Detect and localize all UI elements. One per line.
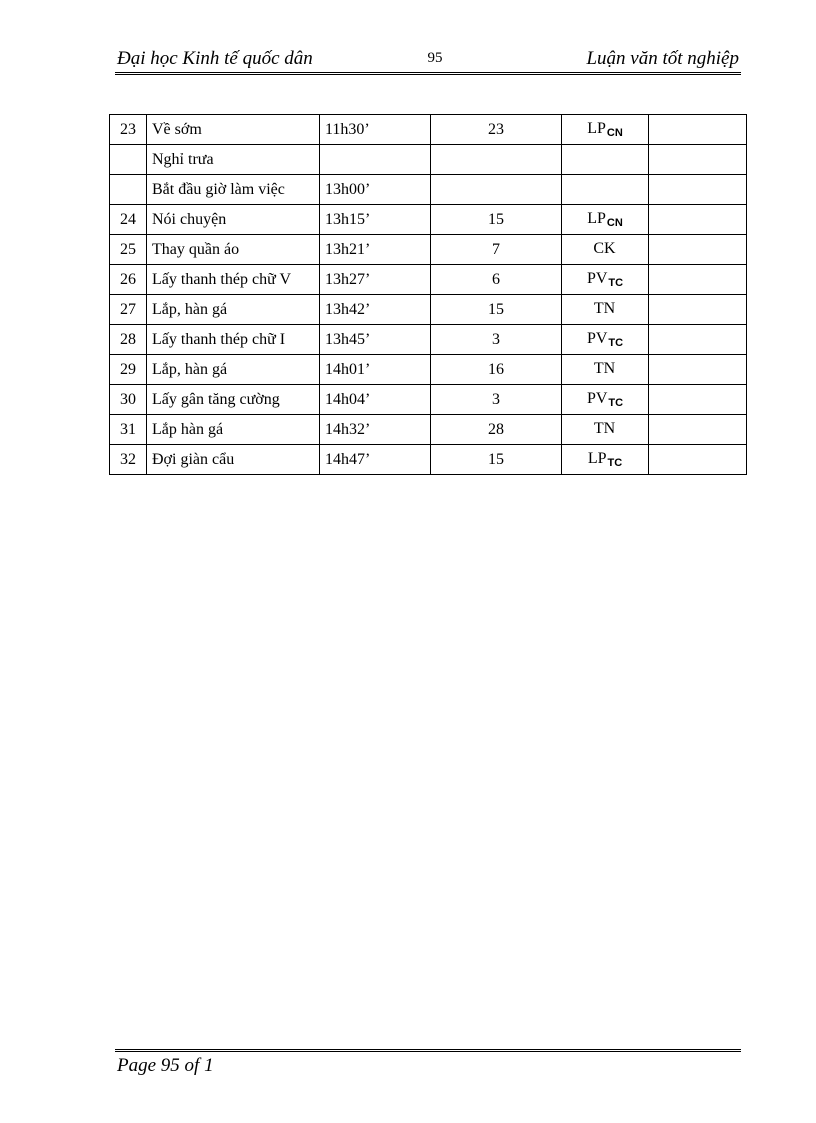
row-number: 27 — [110, 295, 147, 325]
table-row — [110, 445, 747, 475]
code-subscript: CN — [606, 217, 623, 229]
row-duration: 3 — [431, 385, 562, 415]
row-activity: Bắt đầu giờ làm việc — [147, 175, 320, 205]
table-row — [110, 205, 747, 235]
row-code — [562, 385, 649, 415]
table-row — [110, 115, 747, 145]
row-duration: 3 — [431, 325, 562, 355]
row-duration: 15 — [431, 205, 562, 235]
code-main: TN — [593, 420, 616, 437]
row-number — [110, 145, 147, 175]
row-activity: Đợi giàn cẩu — [147, 445, 320, 475]
code-subscript: TC — [608, 277, 624, 289]
row-code — [562, 445, 649, 475]
row-code — [562, 205, 649, 235]
code-main: LP — [587, 450, 607, 467]
row-duration: 28 — [431, 415, 562, 445]
row-note — [649, 115, 747, 145]
row-number: 23 — [110, 115, 147, 145]
table-row — [110, 325, 747, 355]
row-time — [320, 145, 431, 175]
row-number: 26 — [110, 265, 147, 295]
row-duration: 7 — [431, 235, 562, 265]
row-activity: Thay quần áo — [147, 235, 320, 265]
table-row — [110, 415, 747, 445]
row-code — [562, 265, 649, 295]
row-note — [649, 175, 747, 205]
code-main: LP — [587, 120, 606, 137]
row-code — [562, 175, 649, 205]
row-number — [110, 175, 147, 205]
row-note — [649, 235, 747, 265]
row-time: 13h15’ — [320, 205, 431, 235]
table-row — [110, 235, 747, 265]
row-activity: Về sớm — [147, 115, 320, 145]
row-time: 13h42’ — [320, 295, 431, 325]
row-time: 13h45’ — [320, 325, 431, 355]
row-note — [649, 385, 747, 415]
header-rule — [115, 72, 741, 75]
code-subscript: CN — [606, 127, 623, 139]
row-activity: Nghỉ trưa — [147, 145, 320, 175]
row-duration — [431, 175, 562, 205]
row-note — [649, 265, 747, 295]
row-time: 14h04’ — [320, 385, 431, 415]
code-subscript: TC — [608, 397, 624, 409]
row-duration: 15 — [431, 295, 562, 325]
page-header — [115, 46, 741, 72]
row-time: 11h30’ — [320, 115, 431, 145]
table-row — [110, 295, 747, 325]
code-subscript: TC — [608, 337, 624, 349]
row-number: 25 — [110, 235, 147, 265]
row-number: 30 — [110, 385, 147, 415]
row-activity: Lấy gân tăng cường — [147, 385, 320, 415]
row-activity: Lắp hàn gá — [147, 415, 320, 445]
row-code — [562, 325, 649, 355]
code-main: LP — [587, 210, 606, 227]
row-code — [562, 235, 649, 265]
row-note — [649, 325, 747, 355]
code-main: TN — [593, 300, 616, 317]
row-duration: 23 — [431, 115, 562, 145]
row-time: 13h00’ — [320, 175, 431, 205]
row-activity: Lấy thanh thép chữ V — [147, 265, 320, 295]
row-time: 14h32’ — [320, 415, 431, 445]
table-row — [110, 355, 747, 385]
code-main: CK — [593, 240, 616, 257]
row-note — [649, 355, 747, 385]
row-number: 32 — [110, 445, 147, 475]
row-code — [562, 295, 649, 325]
code-subscript: TC — [607, 457, 623, 469]
code-main: PV — [586, 270, 608, 287]
row-code — [562, 355, 649, 385]
row-activity: Lấy thanh thép chữ I — [147, 325, 320, 355]
row-activity: Lắp, hàn gá — [147, 355, 320, 385]
page-footer: Page 95 of 1 — [117, 1055, 214, 1076]
table-row — [110, 145, 747, 175]
table-row — [110, 265, 747, 295]
table-row — [110, 175, 747, 205]
row-note — [649, 145, 747, 175]
row-time: 14h01’ — [320, 355, 431, 385]
row-duration — [431, 145, 562, 175]
row-note — [649, 415, 747, 445]
header-thesis-title: Luận văn tốt nghiệp — [586, 48, 739, 69]
header-university: Đại học Kinh tế quốc dân — [117, 48, 313, 69]
row-duration: 16 — [431, 355, 562, 385]
row-activity: Lắp, hàn gá — [147, 295, 320, 325]
table-body — [110, 115, 747, 475]
row-note — [649, 295, 747, 325]
row-number: 24 — [110, 205, 147, 235]
row-number: 28 — [110, 325, 147, 355]
row-duration: 6 — [431, 265, 562, 295]
header-page-number: 95 — [427, 50, 443, 66]
row-activity: Nói chuyện — [147, 205, 320, 235]
time-study-table — [109, 114, 747, 475]
code-main: PV — [586, 390, 608, 407]
row-note — [649, 445, 747, 475]
table-row — [110, 385, 747, 415]
row-code — [562, 415, 649, 445]
row-duration: 15 — [431, 445, 562, 475]
footer-rule — [115, 1049, 741, 1052]
row-number: 31 — [110, 415, 147, 445]
row-code — [562, 145, 649, 175]
row-note — [649, 205, 747, 235]
row-time: 13h21’ — [320, 235, 431, 265]
row-time: 14h47’ — [320, 445, 431, 475]
row-code — [562, 115, 649, 145]
code-main: PV — [586, 330, 608, 347]
code-main: TN — [593, 360, 616, 377]
row-time: 13h27’ — [320, 265, 431, 295]
row-number: 29 — [110, 355, 147, 385]
